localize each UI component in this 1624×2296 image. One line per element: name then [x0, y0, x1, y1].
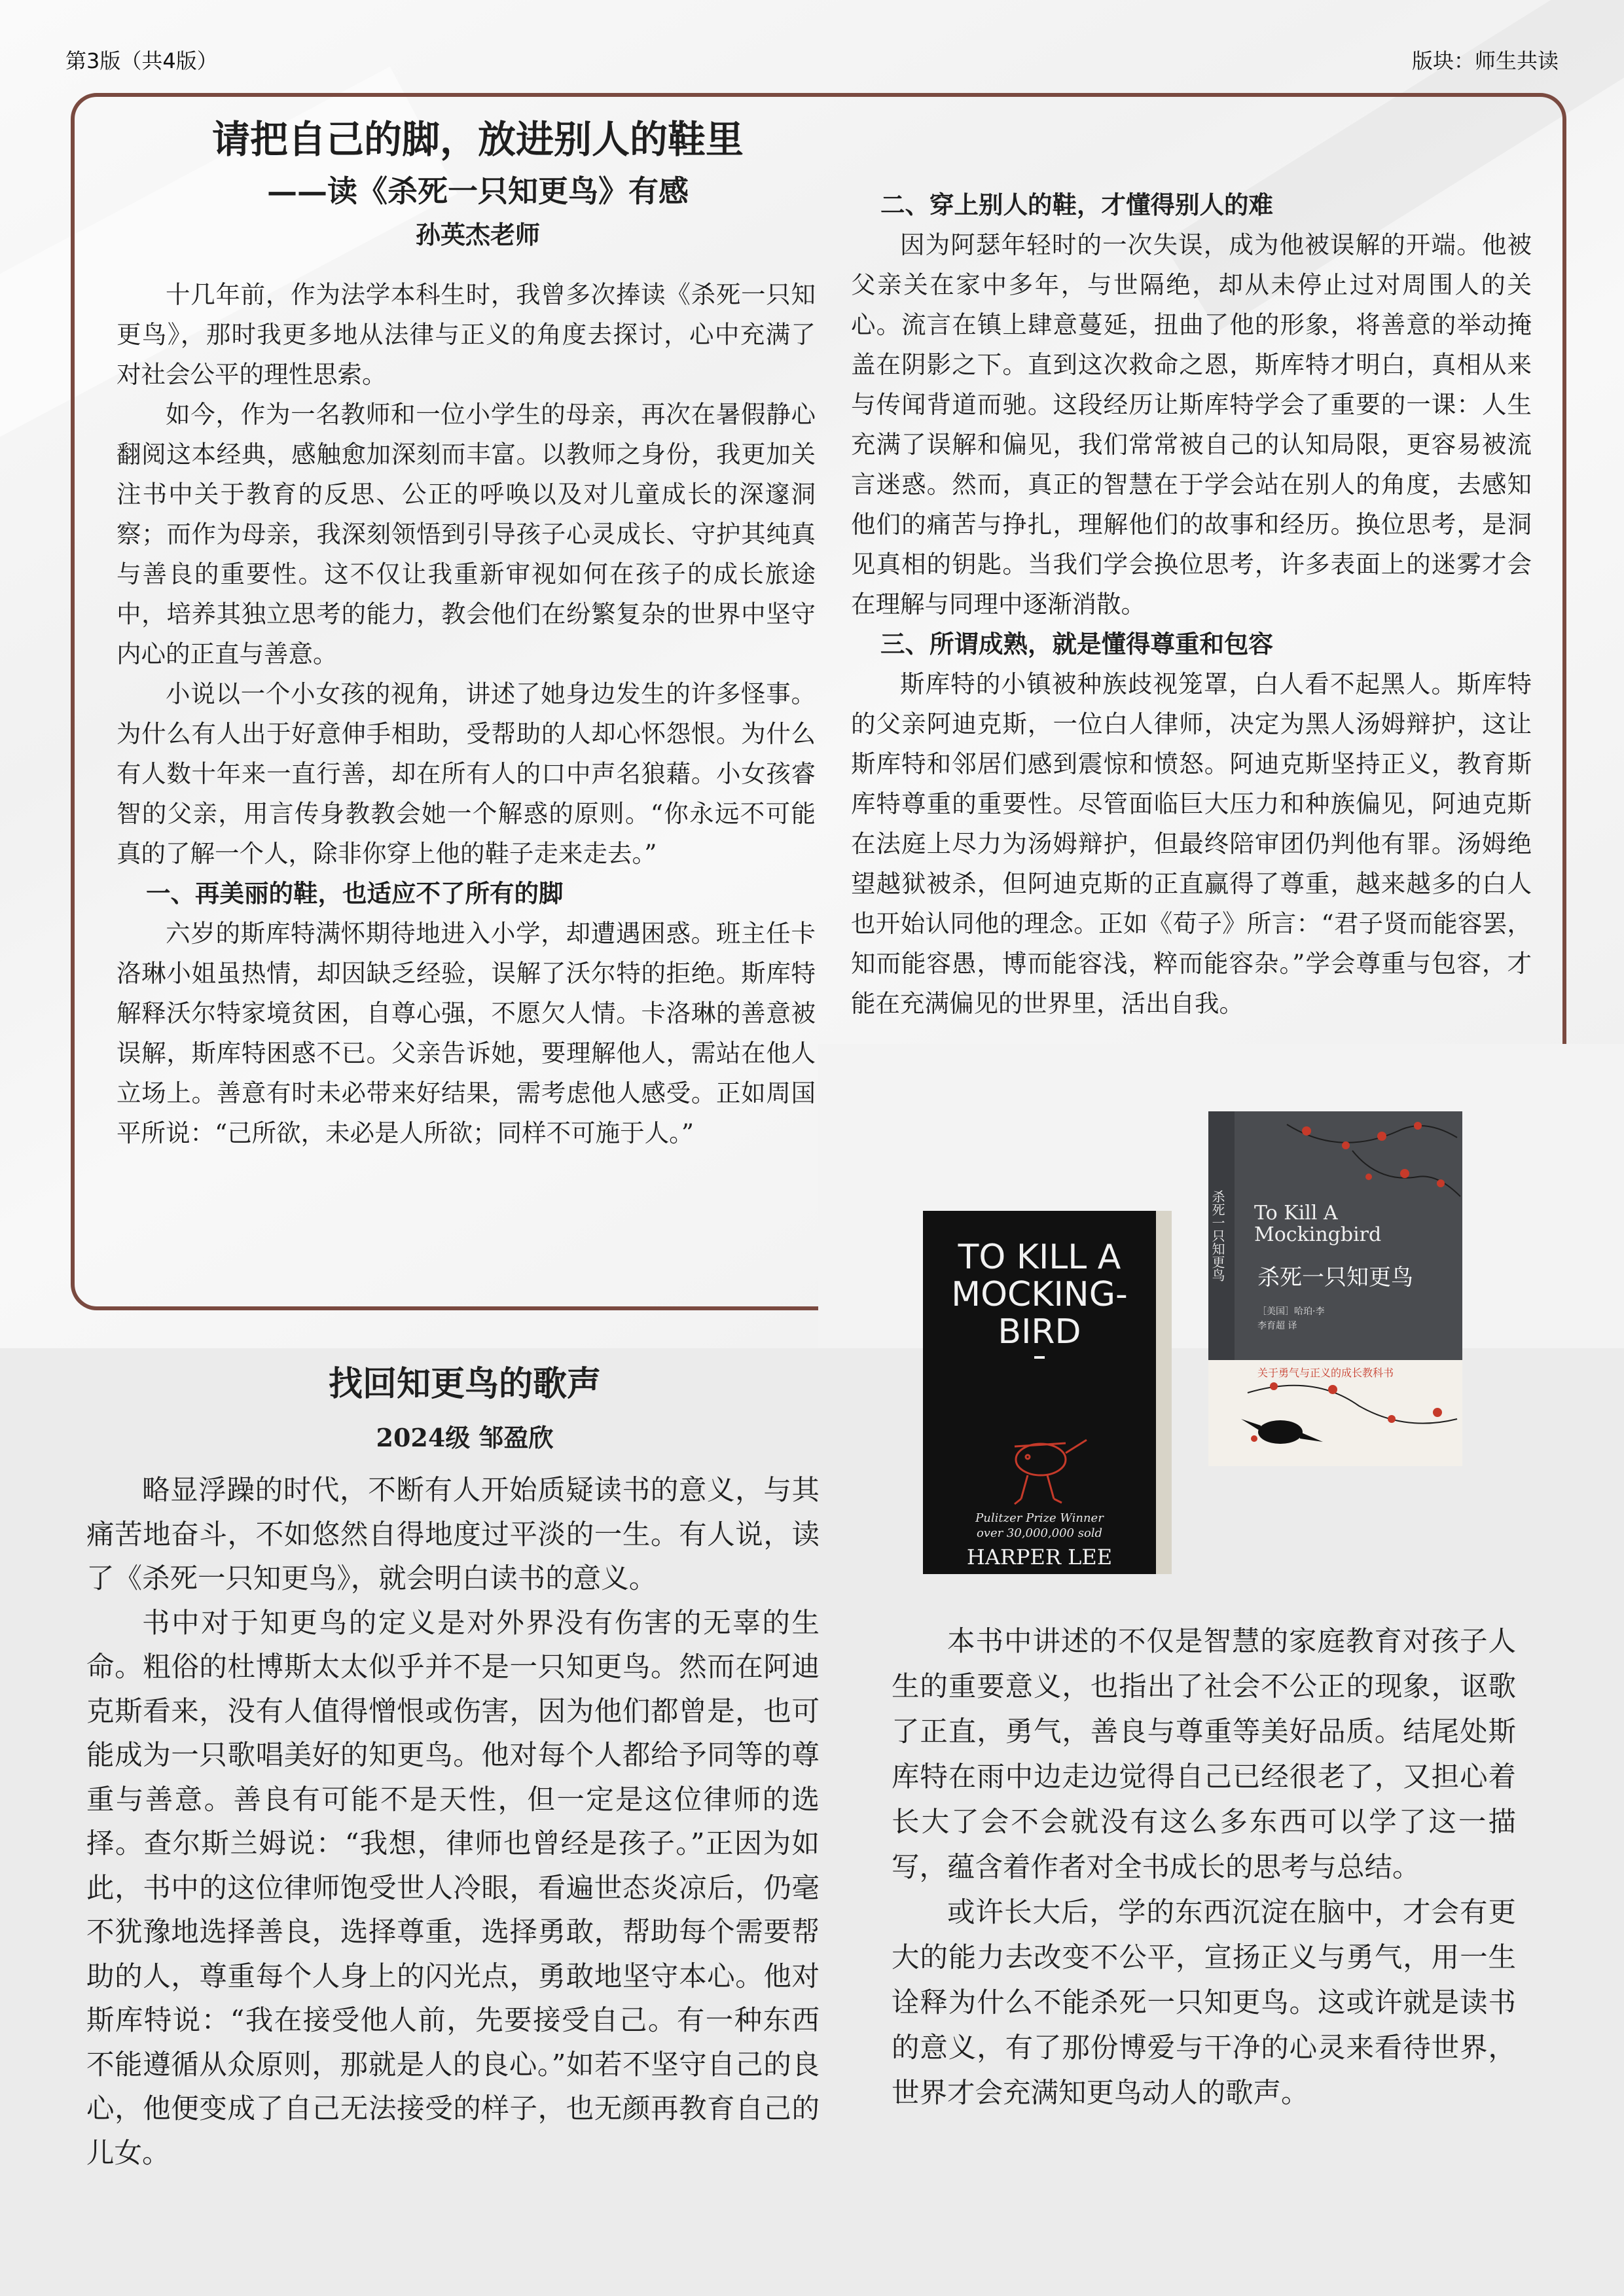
article1-author: 孙英杰老师 — [415, 220, 540, 249]
article2-title: 找回知更鸟的歌声 — [328, 1364, 601, 1404]
article1-column-left — [117, 275, 816, 1153]
paragraph: 书中对于知更鸟的定义是对外界没有伤害的无辜的生命。粗俗的杜博斯太太似乎并不是一只知更鸟。然而在阿迪克斯看来，没有人值得憎恨或伤害，因为他们都曾是，也可能成为一只歌唱美好的知更鸟。他对每个人都给予同等的尊重与善意。善良有可能不是天性，但一定是这位律师的选择。查尔斯兰姆说：“我想，律师也曾经是孩子。”正因为如此，书中的这位律师饱受世人冷眼，看遍世态炎凉后，仍毫不犹豫地选择善良，选择尊重，选择勇敢，帮助每个需要帮助的人，尊重每个人身上的闪光点，勇敢地坚守本心。他对斯库特说：“我在接受他人前，先要接受自己。有一种东西不能遵循从众原则，那就是人的良心。”如若不坚守自己的良心，他便变成了自己无法接受的样子，也无颜再教育自己的儿女。 — [86, 1607, 820, 2170]
paragraph: 斯库特的小镇被种族歧视笼罩，白人看不起黑人。斯库特的父亲阿迪克斯，一位白人律师，决定为黑人汤姆辩护，这让斯库特和邻居们感到震惊和愤怒。阿迪克斯坚持正义，教育斯库特尊重的重要性。尽管面临巨大压力和种族偏见，阿迪克斯在法庭上尽力为汤姆辩护，但最终陪审团仍判他有罪。汤姆绝望越狱被杀，但阿迪克斯的正直赢得了尊重，越来越多的白人也开始认同他的理念。正如《荀子》所言：“君子贤而能容罢，知而能容愚，博而能容浅，粹而能容杂。”学会尊重与包容，才能在充满偏见的世界里，活出自我。 — [851, 670, 1532, 1018]
edition-label: 第3版（共4版） — [65, 48, 218, 73]
book-cover-chinese — [1208, 1111, 1462, 1466]
book-cover-english — [923, 1211, 1172, 1574]
book-award: Pulitzer Prize Winner — [975, 1511, 1104, 1525]
article1-column-right — [851, 185, 1532, 1024]
paragraph: 略显浮躁的时代，不断有人开始质疑读书的意义，与其痛苦地奋斗，不如悠然自得地度过平淡的一生。有人说，读了《杀死一只知更鸟》，就会明白读书的意义。 — [86, 1475, 820, 1595]
book-spine-title: 杀死一只知更鸟 — [1210, 1190, 1225, 1282]
section-heading: 一、再美丽的鞋，也适应不了所有的脚 — [146, 879, 564, 908]
paragraph: 本书中讲述的不仅是智慧的家庭教育对孩子人生的重要意义，也指出了社会不公正的现象，讴歌了正直，勇气，善良与尊重等美好品质。结尾处斯库特在雨中边走边觉得自己已经很老了，又担心着长大了会不会就没有这么多东西可以学了这一描写，蕴含着作者对全书成长的思考与总结。 — [892, 1626, 1516, 1884]
book-english-title2: Mockingbird — [1254, 1223, 1382, 1246]
section-heading: 三、所谓成熟，就是懂得尊重和包容 — [880, 630, 1273, 658]
book-chinese-title: 杀死一只知更鸟 — [1257, 1265, 1413, 1291]
article1-title: 请把自己的脚，放进别人的鞋里 — [211, 117, 744, 162]
article2-column-left — [86, 1469, 820, 2176]
paragraph: 或许长大后，学的东西沉淀在脑中，才会有更大的能力去改变不公平，宣扬正义与勇气，用一生诠释为什么不能杀死一只知更鸟。这或许就是读书的意义，有了那份博爱与干净的心灵来看待世界，世界才会充满知更鸟动人的歌声。 — [892, 1897, 1516, 2109]
paragraph: 因为阿瑟年轻时的一次失误，成为他被误解的开端。他被父亲关在家中多年，与世隔绝，却从未停止过对周围人的关心。流言在镇上肆意蔓延，扭曲了他的形象，将善意的举动掩盖在阴影之下。直到这次救命之恩，斯库特才明白，真相从来与传闻背道而驰。这段经历让斯库特学会了重要的一课：人生充满了误解和偏见，我们常常被自己的认知局限，更容易被流言迷惑。然而，真正的智慧在于学会站在别人的角度，去感知他们的痛苦与挣扎，理解他们的故事和经历。换位思考，是洞见真相的钥匙。当我们学会换位思考，许多表面上的迷雾才会在理解与同理中逐渐消散。 — [851, 230, 1532, 619]
book-cn-translator: 李育超 译 — [1257, 1321, 1297, 1331]
article2-author: 2024级 邹盈欣 — [376, 1423, 554, 1452]
article1-subtitle: ——读《杀死一只知更鸟》有感 — [267, 173, 689, 209]
book-title-line3: BIRD — [998, 1312, 1081, 1352]
section-label: 版块：师生共读 — [1411, 48, 1559, 73]
book-title-line1: TO KILL A — [958, 1238, 1121, 1277]
book-cn-author: ［美国］哈珀·李 — [1257, 1306, 1325, 1317]
book-author: HARPER LEE — [966, 1545, 1113, 1570]
book-english-title1: To Kill A — [1254, 1202, 1338, 1225]
paragraph: 小说以一个小女孩的视角，讲述了她身边发生的许多怪事。为什么有人出于好意伸手相助，受帮助的人却心怀怨恨。为什么有人数十年来一直行善，却在所有人的口中声名狼藉。小女孩睿智的父亲，用言传身教教会她一个解惑的原则。“你永远不可能真的了解一个人，除非你穿上他的鞋子走来走去。” — [117, 679, 816, 868]
paragraph: 六岁的斯库特满怀期待地进入小学，却遭遇困惑。班主任卡洛琳小姐虽热情，却因缺乏经验，误解了沃尔特的拒绝。斯库特解释沃尔特家境贫困，自尊心强，不愿欠人情。卡洛琳的善意被误解，斯库特困惑不已。父亲告诉她，要理解他人，需站在他人立场上。善意有时未必带来好结果，需考虑他人感受。正如周国平所说：“己所欲，未必是人所欲；同样不可施于人。” — [117, 919, 816, 1147]
book-title-line2: MOCKING- — [951, 1275, 1128, 1314]
section-heading: 二、穿上别人的鞋，才懂得别人的难 — [880, 190, 1273, 219]
book-tagline: 关于勇气与正义的成长教科书 — [1257, 1367, 1394, 1379]
paragraph: 如今，作为一名教师和一位小学生的母亲，再次在暑假静心翻阅这本经典，感触愈加深刻而丰富。以教师之身份，我更加关注书中关于教育的反思、公正的呼唤以及对儿童成长的深邃洞察；而作为母亲，我深刻领悟到引导孩子心灵成长、守护其纯真与善良的重要性。这不仅让我重新审视如何在孩子的成长旅途中，培养其独立思考的能力，教会他们在纷繁复杂的世界中坚守内心的正直与善意。 — [117, 400, 816, 668]
book-sales: over 30,000,000 sold — [976, 1526, 1103, 1540]
article2-column-right — [892, 1619, 1516, 2116]
paragraph: 十几年前，作为法学本科生时，我曾多次捧读《杀死一只知更鸟》，那时我更多地从法律与正义的角度去探讨，心中充满了对社会公平的理性思索。 — [117, 280, 816, 389]
